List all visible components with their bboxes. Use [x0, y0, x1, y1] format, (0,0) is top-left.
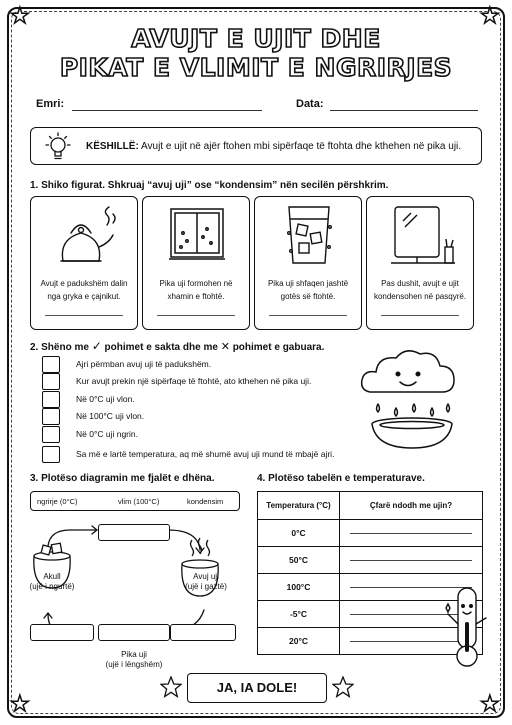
star-icon: ★	[480, 4, 500, 29]
cross-icon: ✕	[220, 341, 230, 353]
statement-text: Në 0°C uji vlon.	[76, 394, 135, 404]
card-glass	[254, 196, 362, 330]
statement-checkbox[interactable]	[42, 408, 60, 425]
statement-checkbox[interactable]	[42, 373, 60, 390]
drops-label-sub: (ujë i lëngshëm)	[105, 660, 163, 669]
statement-checkbox[interactable]	[42, 426, 60, 443]
diagram-blank-left[interactable]	[30, 624, 94, 641]
word-bank-item: ngrirje (0°C)	[37, 497, 78, 506]
card-text: Pika uji formohen në xhamin e ftohtë.	[159, 279, 233, 301]
star-icon: ★	[480, 692, 500, 717]
answer-cell[interactable]	[340, 547, 483, 574]
checkmark-icon: ✓	[91, 339, 102, 353]
date-field[interactable]	[330, 110, 478, 111]
tip-box	[30, 127, 482, 165]
tip-label: KËSHILLË:	[86, 141, 139, 152]
name-label: Emri:	[36, 98, 65, 110]
vapor-label-sub: (ujë i gaztë)	[185, 582, 227, 591]
card-answer-line[interactable]	[157, 315, 235, 316]
temperature-cell: 50°C	[258, 547, 340, 574]
section-1-title: 1. Shiko figurat. Shkruaj “avuj uji” ose “kondensim” nën secilën përshkrim.	[30, 180, 389, 191]
thermometer-icon	[442, 584, 492, 670]
drops-label	[98, 650, 170, 670]
ice-label-main: Akull	[43, 572, 61, 581]
column-header-what-happens: Çfarë ndodh me ujin?	[340, 492, 483, 520]
name-date-row	[30, 94, 482, 116]
mirror-icon	[389, 205, 459, 269]
temperature-cell: 0°C	[258, 520, 340, 547]
statement-text: Ajri përmban avuj uji të padukshëm.	[76, 359, 212, 369]
column-header-temperature: Temperatura (°C)	[258, 492, 340, 520]
answer-line	[350, 560, 472, 561]
section-2-title-a: 2. Shëno me	[30, 342, 89, 353]
statement-checkbox[interactable]	[42, 391, 60, 408]
word-bank-item: vlim (100°C)	[118, 497, 160, 506]
star-icon: ★	[10, 4, 30, 29]
section-4-title: 4. Plotëso tabelën e temperaturave.	[257, 473, 425, 484]
kettle-icon	[51, 203, 121, 269]
date-label: Data:	[296, 98, 324, 110]
statement-text: Në 0°C uji ngrin.	[76, 429, 138, 439]
statement-text: Sa më e lartë temperatura, aq më shumë avuj uji mund të mbajë ajri.	[76, 449, 335, 459]
tip-text	[86, 141, 461, 152]
completion-banner: JA, IA DOLE!	[187, 673, 327, 703]
star-icon: ★	[10, 692, 30, 717]
star-icon	[160, 676, 182, 698]
card-mirror	[366, 196, 474, 330]
table-row	[258, 520, 483, 547]
answer-line	[350, 533, 472, 534]
statement-checkbox[interactable]	[42, 446, 60, 463]
vapor-label-main: Avuj uji	[193, 572, 219, 581]
ice-label-sub: (ujë i ngurtë)	[29, 582, 75, 591]
lightbulb-icon	[41, 131, 75, 163]
card-answer-line[interactable]	[45, 315, 123, 316]
card-kettle	[30, 196, 138, 330]
temperature-cell: 100°C	[258, 574, 340, 601]
section-2-title-c: pohimet e gabuara.	[232, 342, 325, 353]
word-bank	[30, 491, 240, 511]
diagram-blank-right[interactable]	[170, 624, 236, 641]
temperature-cell: 20°C	[258, 628, 340, 655]
card-answer-line[interactable]	[381, 315, 459, 316]
statement-text: Në 100°C uji vlon.	[76, 411, 145, 421]
card-text: Avujt e padukshëm dalin nga gryka e çajnikut.	[40, 279, 128, 301]
name-field[interactable]	[72, 110, 262, 111]
ice-label	[28, 572, 76, 592]
diagram-blank-top[interactable]	[98, 524, 170, 541]
section-2-title	[30, 339, 324, 353]
section-3-title: 3. Plotëso diagramin me fjalët e dhëna.	[30, 473, 215, 484]
table-header-row	[258, 492, 483, 520]
window-icon	[167, 207, 227, 265]
page-title-line-2: PIKAT E VLIMIT E NGRIRJES	[59, 53, 453, 82]
card-window	[142, 196, 250, 330]
answer-cell[interactable]	[340, 520, 483, 547]
card-text: Pas dushit, avujt e ujit kondensohen në pasqyrë.	[373, 279, 467, 301]
vapor-label	[178, 572, 234, 592]
diagram-blank-bottom[interactable]	[98, 624, 170, 641]
page-title-line-1: AVUJT E UJIT DHE	[131, 24, 381, 53]
tip-body: Avujt e ujit në ajër ftohen mbi sipërfaqe të ftohta dhe kthehen në pika uji.	[141, 141, 462, 152]
table-row	[258, 547, 483, 574]
card-answer-line[interactable]	[269, 315, 347, 316]
statement-text: Kur avujt prekin një sipërfaqe të ftohtë, ato kthehen në pika uji.	[76, 376, 312, 386]
temperature-cell: -5°C	[258, 601, 340, 628]
bowl-icon	[368, 416, 456, 452]
glass-icon	[283, 203, 335, 267]
star-icon	[332, 676, 354, 698]
word-bank-item: kondensim	[187, 497, 224, 506]
card-text: Pika uji shfaqen jashtë gotës së ftohtë.	[267, 279, 349, 301]
section-2-title-b: pohimet e sakta dhe me	[104, 342, 218, 353]
drops-label-main: Pika uji	[121, 650, 147, 659]
statement-checkbox[interactable]	[42, 356, 60, 373]
